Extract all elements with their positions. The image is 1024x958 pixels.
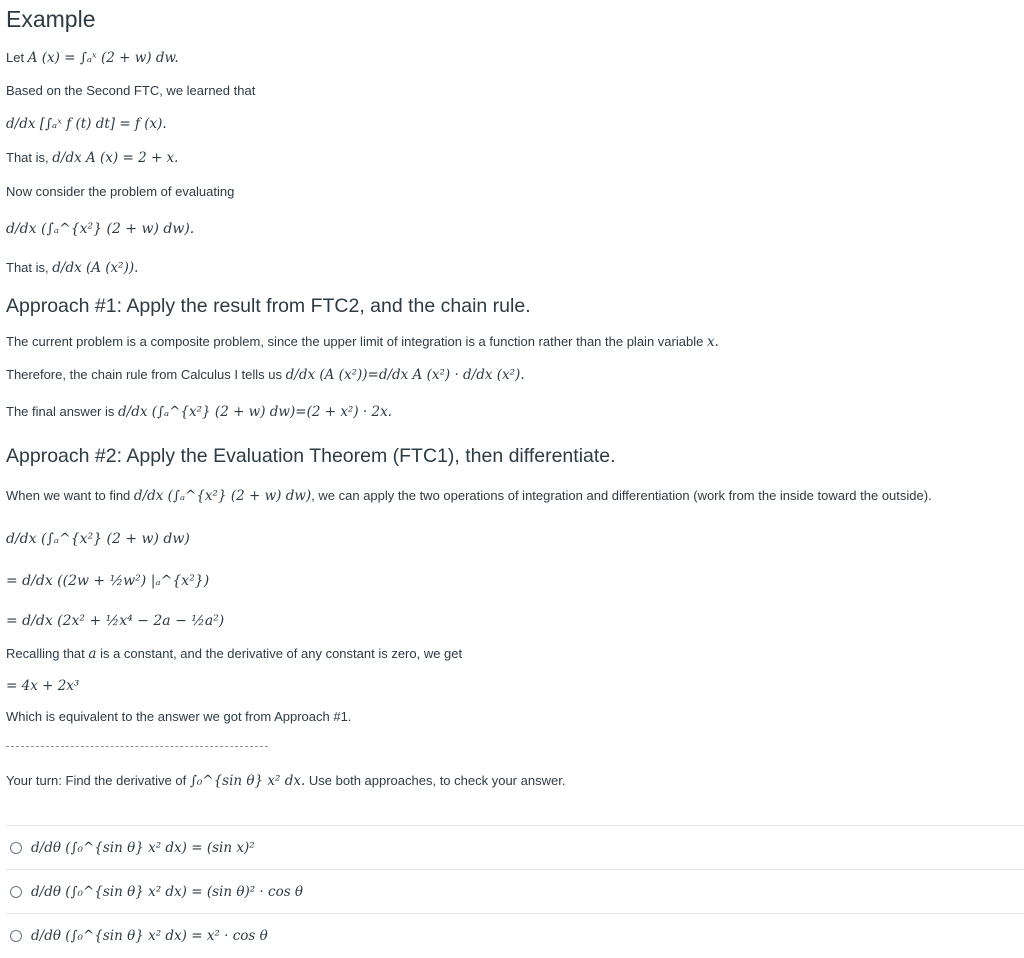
final-prefix: The final answer is <box>6 404 115 419</box>
result-line <box>6 677 79 695</box>
ftc-math: d/dx [∫ₐˣ f (t) dt] = f (x). <box>6 116 167 132</box>
step3-line <box>6 612 224 630</box>
that-is-line-2 <box>6 259 138 277</box>
chain-line <box>6 366 525 384</box>
answer-option-label-2[interactable]: d/dθ (∫₀^{sin θ} x² dx) = (sin θ)² · cos θ <box>31 884 304 900</box>
your-turn-prefix: Your turn: Find the derivative of <box>6 773 187 788</box>
chain-math: d/dx (A (x²))=d/dx A (x²) · d/dx (x²). <box>285 367 525 383</box>
step1-math: d/dx (∫ₐ^{x²} (2 + w) dw) <box>6 531 190 547</box>
answer-option-3[interactable] <box>6 913 1024 958</box>
let-math: A (x) = ∫ₐˣ (2 + w) dw. <box>27 50 179 66</box>
radio-button-1[interactable] <box>10 842 22 854</box>
when-prefix: When we want to find <box>6 488 131 503</box>
that-is-line-1 <box>6 149 178 167</box>
let-prefix: Let <box>6 50 25 65</box>
result-math: = 4x + 2x³ <box>6 678 80 694</box>
composite-line <box>6 333 719 351</box>
that-is-math-2: d/dx (A (x²)). <box>52 260 139 276</box>
when-suffix: , we can apply the two operations of integration and differentiation (work from the inside toward the outside). <box>311 488 932 503</box>
recalling-math: a <box>88 646 97 662</box>
based-line: Based on the Second FTC, we learned that <box>6 83 256 98</box>
step2-math: = d/dx ((2w + ½w²) |ₐ^{x²}) <box>6 573 210 589</box>
approach1-heading: Approach #1: Apply the result from FTC2, and the chain rule. <box>6 295 531 317</box>
answer-option-1[interactable] <box>6 825 1024 870</box>
step1-line <box>6 530 190 548</box>
let-line <box>6 49 179 67</box>
approach2-heading: Approach #2: Apply the Evaluation Theorem (FTC1), then differentiate. <box>6 445 616 467</box>
when-line <box>6 487 932 505</box>
answer-option-2[interactable] <box>6 869 1024 914</box>
answer-option-label-1[interactable]: d/dθ (∫₀^{sin θ} x² dx) = (sin x)² <box>31 840 255 856</box>
equivalent-line: Which is equivalent to the answer we got from Approach #1. <box>6 709 352 724</box>
when-math: d/dx (∫ₐ^{x²} (2 + w) dw) <box>133 488 312 504</box>
ftc-math-line <box>6 115 167 133</box>
radio-button-2[interactable] <box>10 886 22 898</box>
now-consider-line: Now consider the problem of evaluating <box>6 184 235 199</box>
composite-prefix: The current problem is a composite problem, since the upper limit of integration is a function rather than the plain variable <box>6 334 704 349</box>
eval-math: d/dx (∫ₐ^{x²} (2 + w) dw). <box>6 221 195 237</box>
answer-option-label-3[interactable]: d/dθ (∫₀^{sin θ} x² dx) = x² · cos θ <box>31 928 268 944</box>
final-answer-line <box>6 403 392 421</box>
that-is-prefix-2: That is, <box>6 260 49 275</box>
composite-math: x. <box>706 334 719 350</box>
your-turn-line <box>6 772 565 790</box>
your-turn-math: ∫₀^{sin θ} x² dx. <box>189 773 306 789</box>
final-math: d/dx (∫ₐ^{x²} (2 + w) dw)=(2 + x²) · 2x. <box>118 404 392 420</box>
recalling-suffix: is a constant, and the derivative of any constant is zero, we get <box>100 646 463 661</box>
your-turn-suffix: Use both approaches, to check your answer. <box>308 773 566 788</box>
page-title: Example <box>6 6 96 32</box>
step3-math: = d/dx (2x² + ½x⁴ − 2a − ½a²) <box>6 613 225 629</box>
chain-prefix: Therefore, the chain rule from Calculus I tells us <box>6 367 283 382</box>
eval-math-line <box>6 220 194 238</box>
recalling-line <box>6 645 462 663</box>
recalling-prefix: Recalling that <box>6 646 85 661</box>
section-divider <box>6 746 268 747</box>
step2-line <box>6 572 209 590</box>
that-is-math-1: d/dx A (x) = 2 + x. <box>52 150 179 166</box>
radio-button-3[interactable] <box>10 930 22 942</box>
that-is-prefix-1: That is, <box>6 150 49 165</box>
